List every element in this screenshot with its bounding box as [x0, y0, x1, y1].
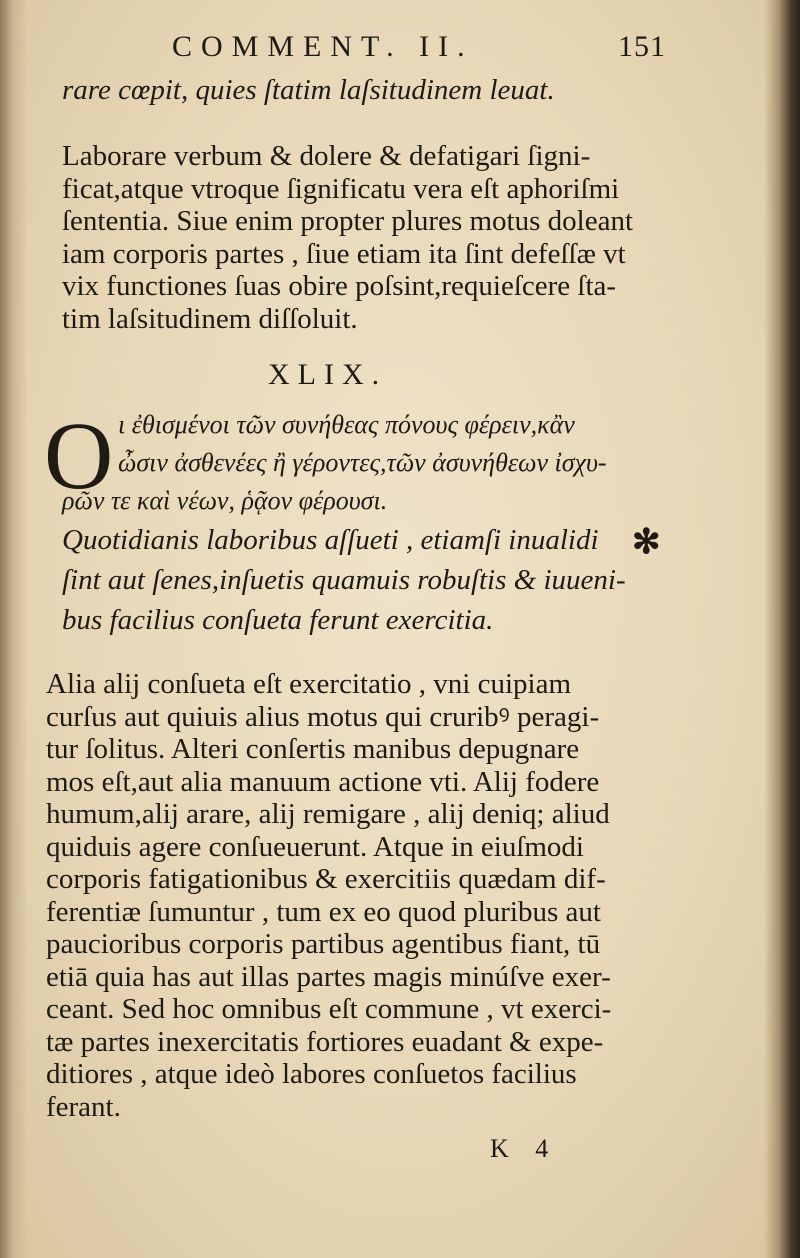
- text-line: ferant.: [46, 1090, 121, 1123]
- text-line: corporis fatigationibus & exercitiis quædam dif-: [46, 863, 606, 895]
- top-italic-line: rare cœpit, quies ſtatim laſsitudinem leuat.: [62, 74, 555, 106]
- page-header: [0, 28, 800, 68]
- page-gutter-shadow: [0, 0, 28, 1258]
- text-line: humum,alij arare, alij remigare , alij deniq; aliud: [46, 798, 610, 830]
- text-line: paucioribus corporis partibus agentibus fiant, tū: [46, 928, 601, 960]
- text-line: mos eſt,aut alia manuum actione vti. Alij fodere: [46, 765, 600, 798]
- text-line: tim laſsitudinem diſſoluit.: [62, 302, 358, 335]
- greek-line: ρῶν τε καὶ νέων, ῥᾷον φέρουσι.: [62, 486, 388, 515]
- text-line: tæ partes inexercitatis fortiores euadant & expe-: [46, 1025, 604, 1058]
- section-number: XLIX.: [268, 358, 388, 391]
- text-line: ditiores , atque ideò labores conſuetos facilius: [46, 1058, 577, 1090]
- greek-line: ι ἐθισμένοι τῶν συνήθεας πόνους φέρειν,κἂν: [118, 410, 575, 439]
- text-line: ferentiæ ſumuntur , tum ex eo quod pluribus aut: [46, 895, 601, 928]
- text-line: quiduis agere conſueuerunt. Atque in eiuſmodi: [46, 830, 584, 863]
- translation-line: Quotidianis laboribus aſſueti , etiamſi inualidi: [62, 524, 599, 556]
- page-number: 151: [618, 30, 666, 63]
- marginal-asterisk-icon: ✻: [632, 524, 661, 561]
- text-line: ceant. Sed hoc omnibus eſt commune , vt exerci-: [46, 993, 612, 1025]
- text-line: Alia alij conſueta eſt exercitatio , vni cuipiam: [46, 668, 572, 700]
- text-line: ficat,atque vtroque ſignificatu vera eſt aphoriſmi: [62, 172, 620, 205]
- page-edge-shadow: [764, 0, 800, 1258]
- translation-line: bus facilius conſueta ferunt exercitia.: [62, 604, 494, 636]
- greek-aphorism-last-line: [62, 482, 387, 520]
- text-line: ſententia. Siue enim propter plures motus doleant: [62, 205, 634, 237]
- text-line: etiā quia has aut illas partes magis minúſve exer-: [46, 960, 611, 993]
- greek-line: ὦσιν ἀσθενέες ἢ γέροντες,τῶν ἀσυνήθεων ἰσχυ-: [118, 448, 607, 477]
- text-line: Laborare verbum & dolere & defatigari ſigni-: [62, 140, 591, 172]
- text-line: tur ſolitus. Alteri conſertis manibus depugnare: [46, 733, 580, 765]
- translation-line: ſint aut ſenes,inſuetis quamuis robuſtis & iuueni-: [62, 564, 626, 596]
- commentary-paragraph-2: [46, 668, 611, 1123]
- text-line: iam corporis partes , ſiue etiam ita ſint defeſſæ vt: [62, 237, 626, 270]
- running-head: COMMENT. II.: [172, 30, 474, 63]
- drop-cap: O: [44, 402, 114, 509]
- signature-mark: K 4: [490, 1134, 559, 1163]
- commentary-paragraph-1: [62, 140, 633, 335]
- text-line: vix functiones ſuas obire poſsint,requieſcere ſta-: [62, 270, 617, 302]
- text-line: curſus aut quiuis alius motus qui cruribꝰ peragi-: [46, 700, 600, 733]
- latin-translation: [62, 520, 626, 640]
- greek-aphorism-indented: [118, 406, 607, 482]
